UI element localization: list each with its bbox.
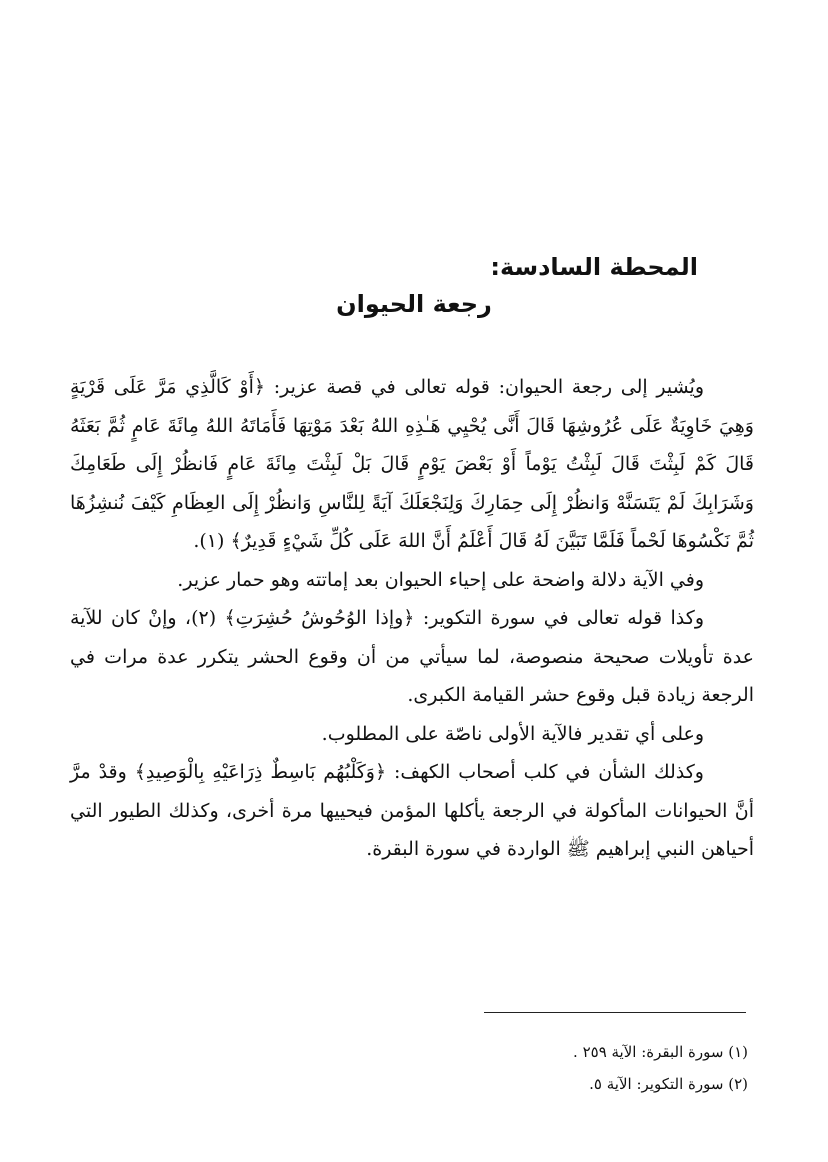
body-text bbox=[70, 368, 754, 869]
paragraph-end: . bbox=[193, 530, 200, 552]
paragraph-aziz bbox=[70, 368, 754, 561]
paragraph-conclusion: وعلى أي تقدير فالآية الأولى ناصّة على المطلوب. bbox=[321, 722, 704, 745]
footnote-divider bbox=[484, 1012, 746, 1013]
footnotes bbox=[348, 1036, 748, 1100]
paragraph-intro: وكذلك الشأن في كلب أصحاب الكهف: bbox=[386, 761, 704, 783]
paragraph-rest: ، وإنْ كان للآية عدة تأويلات صحيحة منصوصة، لما سيأتي من أن وقوع الحشر يتكرر عدة مرات في الرجعة زيادة قبل وقوع حشر القيامة الكبرى. bbox=[70, 607, 754, 706]
paragraph-aziz-donkey: وفي الآية دلالة واضحة على إحياء الحيوان بعد إماتته وهو حمار عزير. bbox=[177, 568, 704, 591]
station-heading: المحطة السادسة: bbox=[490, 253, 698, 281]
paragraph-takwir bbox=[70, 599, 754, 715]
footnote-2: (٢) سورة التكوير: الآية ٥. bbox=[589, 1075, 748, 1093]
quran-verse: ﴿وَكَلْبُهُم بَاسِطٌ ذِرَاعَيْهِ بِالْوَصِيدِ﴾ bbox=[134, 761, 387, 783]
paragraph-intro: ويُشير إلى رجعة الحيوان: قوله تعالى في قصة عزير: bbox=[265, 376, 704, 398]
paragraph-rest: وقدْ مرَّ أنَّ الحيوانات المأكولة في الرجعة يأكلها المؤمن فيحييها مرة أخرى، وكذلك الطيور التي أحياهن النبي إبراهيم ﷺ الواردة في سورة البقرة. bbox=[70, 761, 754, 860]
footnote-1: (١) سورة البقرة: الآية ٢٥٩ . bbox=[573, 1043, 748, 1061]
section-title: رجعة الحيوان bbox=[336, 290, 492, 318]
paragraph-kahf bbox=[70, 753, 754, 869]
footnote-ref: (٢) bbox=[191, 607, 225, 629]
quran-verse: ﴿أَوْ كَالَّذِي مَرَّ عَلَى قَرْيَةٍ وَهِيَ خَاوِيَةٌ عَلَى عُرُوشِهَا قَالَ أَنَّى يُحْيِي هَـٰذِهِ اللهُ بَعْدَ مَوْتِهَا فَأَمَاتَهُ اللهُ مِائَةَ عَامٍ ثُمَّ بَعَثَهُ قَالَ كَمْ لَبِثْتَ قَالَ لَبِثْتُ يَوْماً أَوْ بَعْضَ يَوْمٍ قَالَ بَلْ لَبِثْتَ مِائَةَ عَامٍ فَانظُرْ إِلَى طَعَامِكَ وَشَرَابِكَ لَمْ يَتَسَنَّهْ وَانظُرْ إِلَى حِمَارِكَ وَلِنَجْعَلَكَ آيَةً لِلنَّاسِ وَانظُرْ إِلَى العِظَامِ كَيْفَ نُنشِزُهَا ثُمَّ نَكْسُوهَا لَحْماً فَلَمَّا تَبَيَّنَ لَهُ قَالَ أَعْلَمُ أَنَّ اللهَ عَلَى كُلِّ شَيْءٍ قَدِيرٌ﴾ bbox=[70, 376, 754, 552]
quran-verse: ﴿وإذا الوُحُوشُ حُشِرَتِ﴾ bbox=[224, 607, 415, 629]
paragraph-intro: وكذا قوله تعالى في سورة التكوير: bbox=[414, 607, 704, 629]
footnote-ref: (١) bbox=[199, 530, 231, 552]
